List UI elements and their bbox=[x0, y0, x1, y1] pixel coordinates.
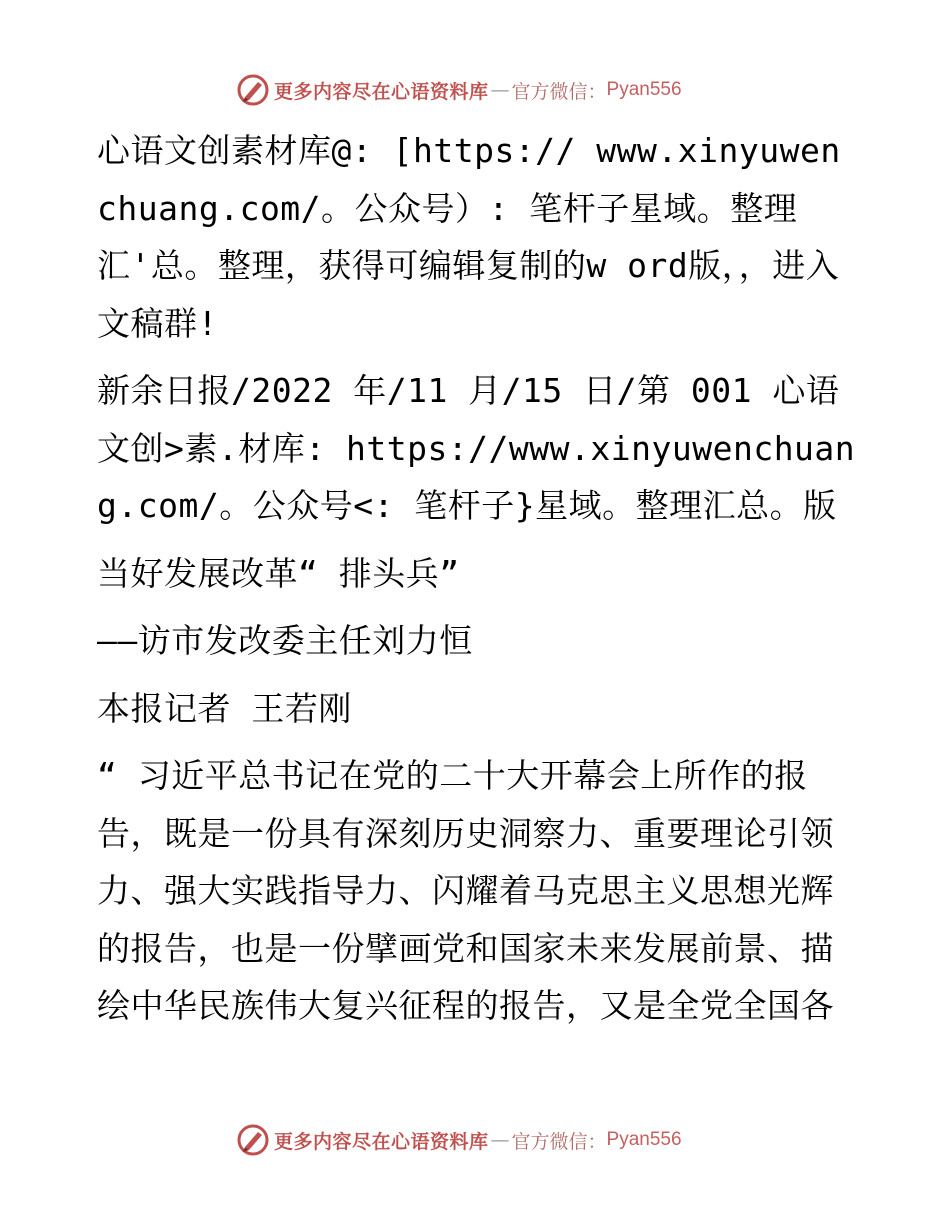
pen-logo-icon bbox=[236, 73, 270, 107]
document-body bbox=[97, 122, 857, 1045]
article-title: 当好发展改革“ 排头兵” bbox=[97, 553, 460, 593]
source-note-paragraph: 心语文创素材库@: [https:// www.xinyuwenchuang.com/。公众号）: 笔杆子星域。整理汇'总。整理，获得可编辑复制的w ord版，，进入文稿群! bbox=[97, 131, 841, 343]
banner-wechat-id: Pyan556 bbox=[606, 1129, 682, 1150]
article-subtitle: ——访市发改委主任刘力恒 bbox=[97, 621, 473, 660]
article-byline: 本报记者 王若刚 bbox=[97, 688, 352, 728]
banner-text: 更多内容尽在心语资料库 bbox=[274, 1130, 489, 1153]
banner-wechat-label: 官方微信： bbox=[511, 80, 607, 103]
banner-wechat-label: 官方微信： bbox=[511, 1130, 607, 1153]
banner-separator: — bbox=[490, 1129, 510, 1151]
header-banner bbox=[236, 72, 682, 108]
banner-separator: — bbox=[490, 79, 510, 101]
newspaper-source-paragraph: 新余日报/2022 年/11 月/15 日/第 001 心语文创>素.材库: https://www.xinyuwenchuang.com/。公众号<: 笔杆子}星域。整理汇总。版 bbox=[97, 371, 856, 525]
body-paragraph: “ 习近平总书记在党的二十大开幕会上所作的报告，既是一份具有深刻历史洞察力、重要理论引领力、强大实践指导力、闪耀着马克思主义思想光辉的报告，也是一份擘画党和国家未来发展前景、描绘中华民族伟大复兴征程的报告，又是全党全国各 bbox=[97, 756, 834, 1025]
footer-banner bbox=[236, 1122, 682, 1158]
pen-logo-icon bbox=[236, 1123, 270, 1157]
banner-text: 更多内容尽在心语资料库 bbox=[274, 80, 489, 103]
banner-wechat-id: Pyan556 bbox=[606, 79, 682, 100]
